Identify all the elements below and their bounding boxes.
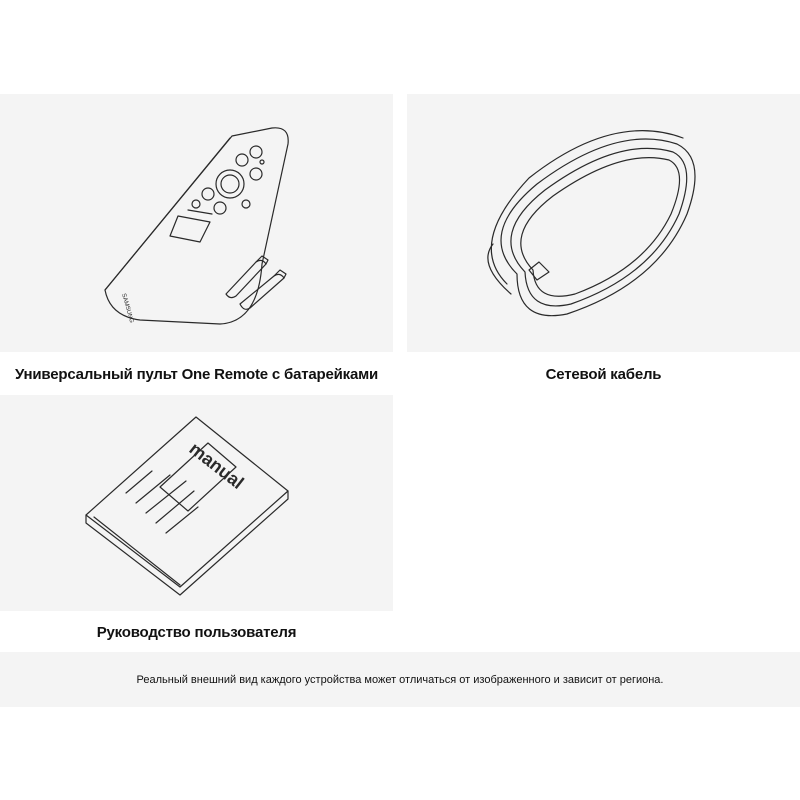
remote-brand-text: SAMSUNG	[120, 292, 135, 324]
battery-icon	[226, 256, 286, 309]
manual-panel	[0, 395, 393, 611]
power-cable-icon	[488, 131, 695, 316]
remote-icon	[105, 128, 288, 324]
remote-panel	[0, 94, 393, 352]
manual-cover-text: manual	[185, 438, 248, 493]
manual-book-icon	[86, 417, 288, 595]
cable-panel	[407, 94, 800, 352]
remote-caption: Универсальный пульт One Remote с батарейками	[14, 366, 378, 383]
cable-caption: Сетевой кабель	[545, 366, 662, 383]
disclaimer-text: Реальный внешний вид каждого устройства может отличаться от изображенного и зависит от региона.	[136, 673, 664, 686]
disclaimer-bar	[0, 652, 800, 707]
remote-illustration	[0, 94, 393, 352]
manual-illustration	[0, 395, 393, 611]
cable-illustration	[407, 94, 800, 352]
manual-caption: Руководство пользователя	[96, 624, 297, 641]
